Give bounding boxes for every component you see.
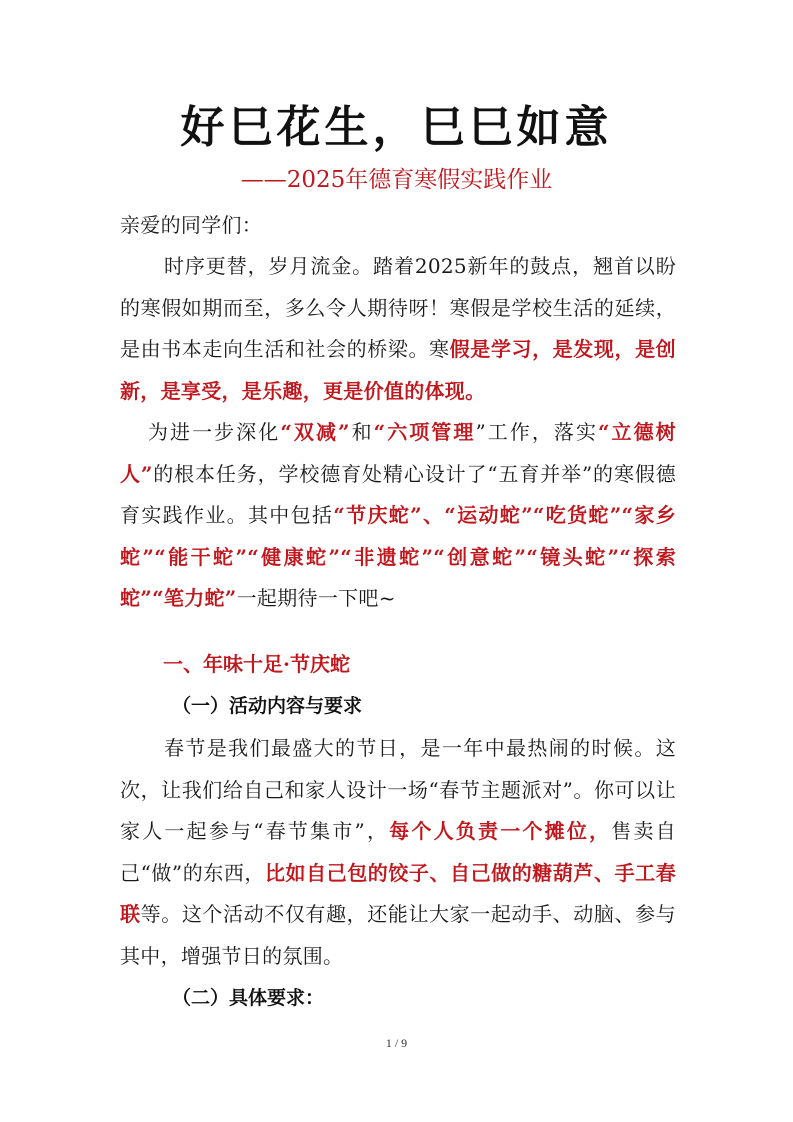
p2-text-1: 为进一步深化 <box>148 420 281 444</box>
document-subtitle: ——2025年德育寒假实践作业 <box>240 167 553 193</box>
page-number: 1 / 9 <box>385 1036 408 1050</box>
section-1-subheading-requirements: （二）具体要求： <box>172 987 325 1009</box>
intro-text: 时序更替，岁月流金。踏着2025新年的鼓点，翘首以盼的寒假如期而至，多么令人期待呀！寒假是学校生活的延续，是由书本走向生活和社会的桥梁。寒 <box>120 254 676 361</box>
s1-text-3: 等。这个活动不仅有趣，还能让大家一起动手、动脑、参与其中，增强节日的氛围。 <box>120 902 676 968</box>
p2-emphasis-six-management: “六项管理 <box>373 420 476 444</box>
s1-emphasis-examples: 比如自己包的饺子、自己做的糖葫芦、手工春联 <box>120 860 676 926</box>
section-1-body <box>120 728 676 977</box>
intro-emphasis: 假是学习，是发现，是创新，是享受，是乐趣，更是价值的体现。 <box>120 337 676 403</box>
document-title: 好巳花生，巳巳如意 <box>180 102 613 153</box>
s1-text-2: 售卖自己“做”的东西， <box>120 819 676 885</box>
p2-text-4: 的根本任务，学校德育处精心设计了“五育并举”的寒假德育实践作业。其中包括 <box>120 461 676 527</box>
p2-emphasis-double-reduction: “双减” <box>280 420 350 444</box>
greeting: 亲爱的同学们： <box>120 213 263 237</box>
p2-text-3: ”工作，落实 <box>475 420 598 444</box>
p2-emphasis-snake-list: “节庆蛇”、“运动蛇”“吃货蛇”“家乡蛇”“能干蛇”“健康蛇”“非遗蛇”“创意蛇”“镜头蛇”“探索蛇”“笔力蛇” <box>120 503 676 610</box>
s1-text-1: 春节是我们最盛大的节日，是一年中最热闹的时候。这次，让我们给自己和家人设计一场“春节主题派对”。你可以让家人一起参与“春节集市”， <box>120 736 676 843</box>
section-1-subheading-content: （一）活动内容与要求 <box>172 695 363 717</box>
p2-text-2: 和 <box>349 420 374 444</box>
p2-text-5: 一起期待一下吧~ <box>236 586 396 610</box>
s1-emphasis-booth: 每个人负责一个摊位， <box>389 819 612 843</box>
intro-paragraph <box>120 246 676 412</box>
p2-emphasis-lide-shuren: “立德树人” <box>120 420 676 486</box>
purpose-paragraph <box>120 412 676 620</box>
section-1-heading: 一、年味十足·节庆蛇 <box>163 652 350 676</box>
